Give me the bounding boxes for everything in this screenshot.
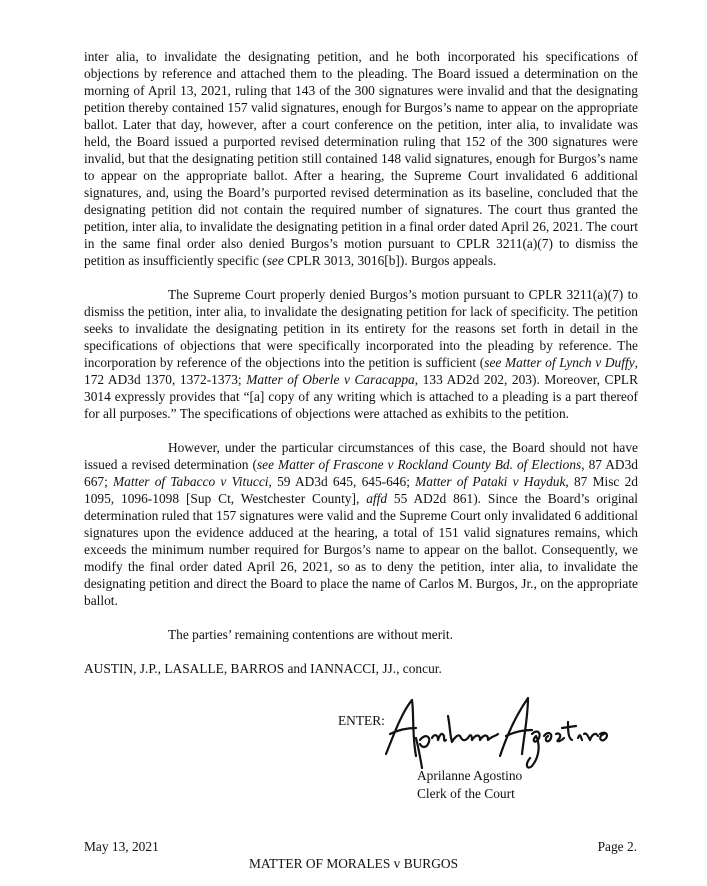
paragraph-2 bbox=[84, 286, 638, 422]
enter-label: ENTER: bbox=[338, 713, 385, 728]
clerk-title: Clerk of the Court bbox=[417, 786, 515, 801]
paragraph-1-text: inter alia, to invalidate the designating petition, and he both incorporated his specifications of objections by reference and attached them to the pleading. The Board issued a determination on the morning of April 13, 2021, ruling that 143 of the 300 signatures were invalid and that the designating petition thereby contained 157 valid signatures, enough for Burgos’s name to appear on the appropriate ballot. Later that day, however, after a court conference on the petition, inter alia, to invalidate was held, the Board issued a purported revised determination ruling that 152 of the 300 signatures were invalid, but that the designating petition still contained 148 valid signatures, enough for Burgos’s name to appear on the appropriate ballot. After a hearing, the Supreme Court invalidated 6 additional signatures, and, using the Board’s purported revised determination as its baseline, concluded that the designating petition did not contain the required number of signatures. The court thus granted the petition, inter alia, to invalidate the designating petition in a final order dated April 26, 2021. The court in the same final order also denied Burgos’s motion pursuant to CPLR 3211(a)(7) to dismiss the petition as insufficiently specific ( bbox=[84, 49, 638, 268]
signal-see: see bbox=[266, 253, 284, 268]
paragraph-2-text-c: , 133 AD2d 202, 203). Moreover, CPLR 3014 expressly provides that “[a] copy of any writing which is attached to a pleading is a part thereof for all purposes.” The specifications of objections were attached as exhibits to the petition. bbox=[84, 372, 639, 421]
paragraph-1-end: CPLR 3013, 3016[b]). Burgos appeals. bbox=[283, 253, 497, 268]
paragraph-3 bbox=[84, 439, 638, 609]
footer-date: May 13, 2021 bbox=[84, 839, 159, 854]
page-number: Page 2. bbox=[597, 839, 637, 854]
citation-lynch: see Matter of Lynch v Duffy bbox=[484, 355, 635, 370]
citation-oberle: Matter of Oberle v Caracappa bbox=[246, 372, 415, 387]
clerk-name: Aprilanne Agostino bbox=[417, 768, 523, 783]
paragraph-4: The parties’ remaining contentions are without merit. bbox=[168, 627, 453, 642]
paragraph-3-text-c: , 59 AD3d 645, 645-646; bbox=[268, 474, 416, 489]
citation-pataki: Matter of Pataki v Hayduk bbox=[415, 474, 566, 489]
paragraph-2-text-b: , 172 AD3d 1370, 1372-1373; bbox=[84, 355, 638, 387]
clerk-block bbox=[417, 767, 522, 803]
paragraph-3-text-a: However, under the particular circumstances of this case, the Board should not have issued a revised determination ( bbox=[84, 440, 638, 472]
paragraph-3-text-b: , 87 AD3d 667; bbox=[84, 457, 638, 489]
clerk-signature bbox=[372, 694, 612, 774]
paragraph-3-text-d: , 87 Misc 2d 1095, 1096-1098 [Sup Ct, Westchester County], bbox=[84, 474, 638, 506]
paragraph-1 bbox=[84, 48, 638, 269]
concurrence-line: AUSTIN, J.P., LASALLE, BARROS and IANNACCI, JJ., concur. bbox=[84, 661, 442, 676]
paragraph-2-text-a: The Supreme Court properly denied Burgos’s motion pursuant to CPLR 3211(a)(7) to dismiss the petition, inter alia, to invalidate the designating petition for lack of specificity. The petition seeks to invalidate the designating petition in its entirety for the reasons set forth in detail in the specifications of objections that were specifically incorporated into the pleading by reference. The incorporation by reference of the objections into the petition is sufficient ( bbox=[84, 287, 638, 370]
citation-frascone: see Matter of Frascone v Rockland County Bd. of Elections bbox=[256, 457, 582, 472]
citation-affd: affd bbox=[366, 491, 388, 506]
opinion-body bbox=[84, 48, 638, 677]
paragraph-3-text-e: 55 AD2d 861). Since the Board’s original determination ruled that 157 signatures were valid and the Supreme Court only invalidated 6 additional signatures upon the evidence adduced at the hearing, a total of 151 valid signatures remains, which exceeds the minimum number required for Burgos’s name to appear on the ballot. Consequently, we modify the final order dated April 26, 2021, so as to deny the petition, inter alia, to invalidate the designating petition and direct the Board to place the name of Carlos M. Burgos, Jr., on the appropriate ballot. bbox=[84, 491, 638, 608]
case-caption: MATTER OF MORALES v BURGOS bbox=[248, 856, 459, 871]
citation-tabacco: Matter of Tabacco v Vitucci bbox=[113, 474, 269, 489]
